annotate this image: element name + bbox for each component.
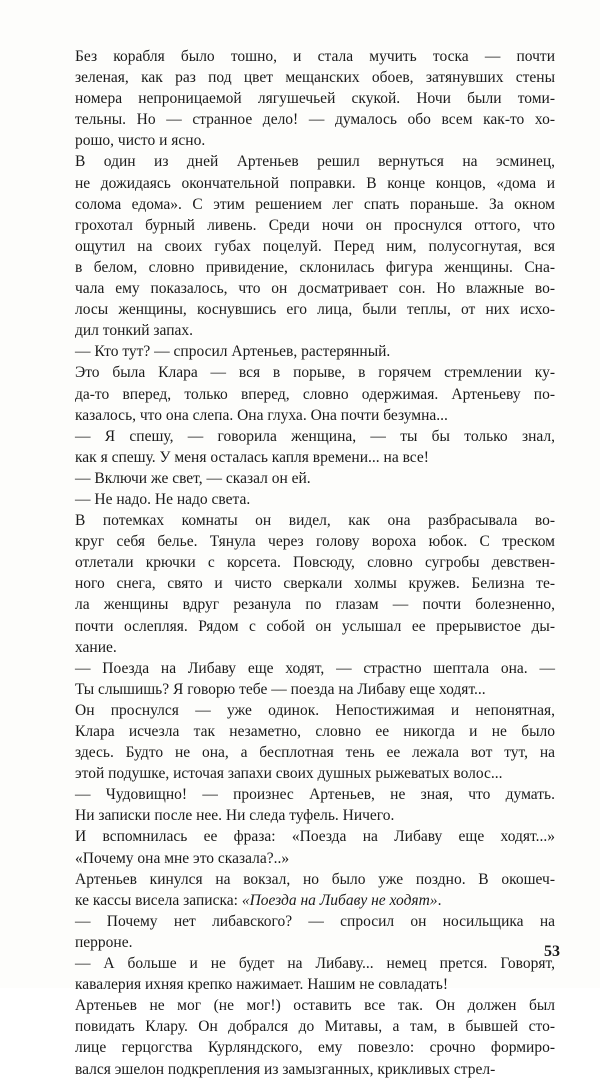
text-line: грохотал бурный ливень. Среди ночи он проснулся оттого, что: [75, 216, 555, 234]
text-line: Он проснулся — уже одинок. Непостижимая и непонятная,: [75, 701, 555, 719]
paragraph: [75, 341, 555, 362]
paragraph: [75, 995, 555, 1079]
text-line: повидать Клару. Он добрался до Митавы, а там, в бывшей сто-: [75, 1018, 555, 1036]
text-line: казалось, что она слепа. Она глуха. Она почти безумна...: [75, 406, 448, 424]
text-line: Артеньев кинулся на вокзал, но было уже поздно. В окошеч-: [75, 870, 555, 888]
text-line: И вспомнилась ее фраза: «Поезда на Либаву еще ходят...»: [75, 828, 555, 846]
text-line: круг себя белье. Тянула через голову вороха юбок. С треском: [75, 533, 555, 551]
text-line: зеленая, как раз под цвет мещанских обоев, затянувших стены: [75, 69, 555, 87]
paragraph: [75, 953, 555, 995]
text-line: — Кто тут? — спросил Артеньев, растерянный.: [75, 343, 391, 361]
text-line: перроне.: [75, 933, 133, 951]
text-line: ке кассы висела записка: «Поезда на Либаву не ходят».: [75, 891, 442, 909]
text-line: Это была Клара — вся в порыве, в горячем стремлении ку-: [75, 364, 555, 382]
text-line: ощутил на своих губах поцелуй. Перед ним, полусогнутая, вся: [75, 237, 555, 255]
paragraph: [75, 468, 555, 489]
text-line: — Поезда на Либаву еще ходят, — страстно шептала она. —: [75, 659, 555, 677]
text-line: солома едома». С этим решением лег спать пораньше. За окном: [75, 195, 555, 213]
text-line: лице герцогства Курляндского, ему повезло: срочно формиро-: [75, 1039, 555, 1057]
text-line: — Не надо. Не надо света.: [75, 490, 251, 508]
text-line: рошо, чисто и ясно.: [75, 132, 206, 150]
paragraph: [75, 869, 555, 911]
text-line: Артеньев не мог (не мог!) оставить все так. Он должен был: [75, 997, 555, 1015]
text-line: — А больше и не будет на Либаву... немец прется. Говорят,: [75, 955, 555, 973]
text-line: хание.: [75, 638, 117, 656]
text-line: вался эшелон подкрепления из замызганных, крикливых стрел-: [75, 1060, 496, 1078]
text-line: «Почему она мне это сказала?..»: [75, 849, 290, 867]
text-line: кавалерия ихняя крепко нажимает. Нашим не совладать!: [75, 976, 449, 994]
paragraph: [75, 46, 555, 151]
paragraph: [75, 426, 555, 468]
text-line: чала ему показалось, что он досматривает сон. Но влажные во-: [75, 280, 555, 298]
text-line: да-то вперед, только вперед, словно одержимая. Артеньеву по-: [75, 385, 555, 403]
paragraph: [75, 510, 555, 658]
text-line: в белом, словно привидение, склонилась фигура женщины. Сна-: [75, 258, 555, 276]
paragraph: [75, 489, 555, 510]
paragraph: [75, 784, 555, 826]
text-line: номера непроницаемой лягушечьей скукой. Ночи были томи-: [75, 90, 555, 108]
text-line: ла женщины вдруг резанула по глазам — почти болезненно,: [75, 596, 555, 614]
text-line: — Включи же свет, — сказал он ей.: [75, 469, 311, 487]
text-line: тельны. Но — странное дело! — думалось обо всем как-то хо-: [75, 111, 555, 129]
text-line: почти ослепляя. Рядом с собой он услышал ее прерывистое ды-: [75, 617, 555, 635]
text-line: дил тонкий запах.: [75, 322, 193, 340]
text-line: лосы женщины, коснувшись его лица, были теплы, от них исхо-: [75, 301, 555, 319]
text-line: не дожидаясь окончательной поправки. В конце концов, «дома и: [75, 174, 555, 192]
text-line: В потемках комнаты он видел, как она разбрасывала во-: [75, 512, 555, 530]
text-line: — Почему нет либавского? — спросил он носильщика на: [75, 912, 555, 930]
text-line: Клара исчезла так незаметно, словно ее никогда и не было: [75, 723, 555, 740]
text-line: В один из дней Артеньев решил вернуться на эсминец,: [75, 153, 555, 171]
italic-note: «Поезда на Либаву не ходят»: [241, 891, 438, 909]
paragraph: [75, 362, 555, 425]
text-line: — Чудовищно! — произнес Артеньев, не зная, что думать.: [75, 786, 555, 804]
text-line: ного снега, свято и чисто сверкали холмы кружев. Белизна те-: [75, 575, 555, 593]
text-line: здесь. Будто не она, а бесплотная тень ее лежала вот тут, на: [75, 744, 555, 762]
paragraph: [75, 700, 555, 784]
paragraph: [75, 658, 555, 700]
text-line: как я спешу. У меня осталась капля времени... на все!: [75, 448, 429, 466]
paragraph: [75, 826, 555, 868]
text-line: — Я спешу, — говорила женщина, — ты бы только знал,: [75, 427, 555, 445]
text-line: Ты слышишь? Я говорю тебе — поезда на Либаву еще ходят...: [75, 680, 486, 698]
text-line: отлетали крючки с корсета. Повсюду, словно сугробы девствен-: [75, 554, 555, 572]
text-line: этой подушке, источая запахи своих душных рыжеватых волос...: [75, 765, 503, 783]
text-line: Ни записки после нее. Ни следа туфель. Ничего.: [75, 807, 395, 825]
text-line: Без корабля было тошно, и стала мучить тоска — почти: [75, 48, 555, 65]
paragraph: [75, 151, 555, 341]
body-text: [75, 46, 555, 1080]
page-number: 53: [544, 943, 560, 960]
paragraph: [75, 911, 555, 953]
